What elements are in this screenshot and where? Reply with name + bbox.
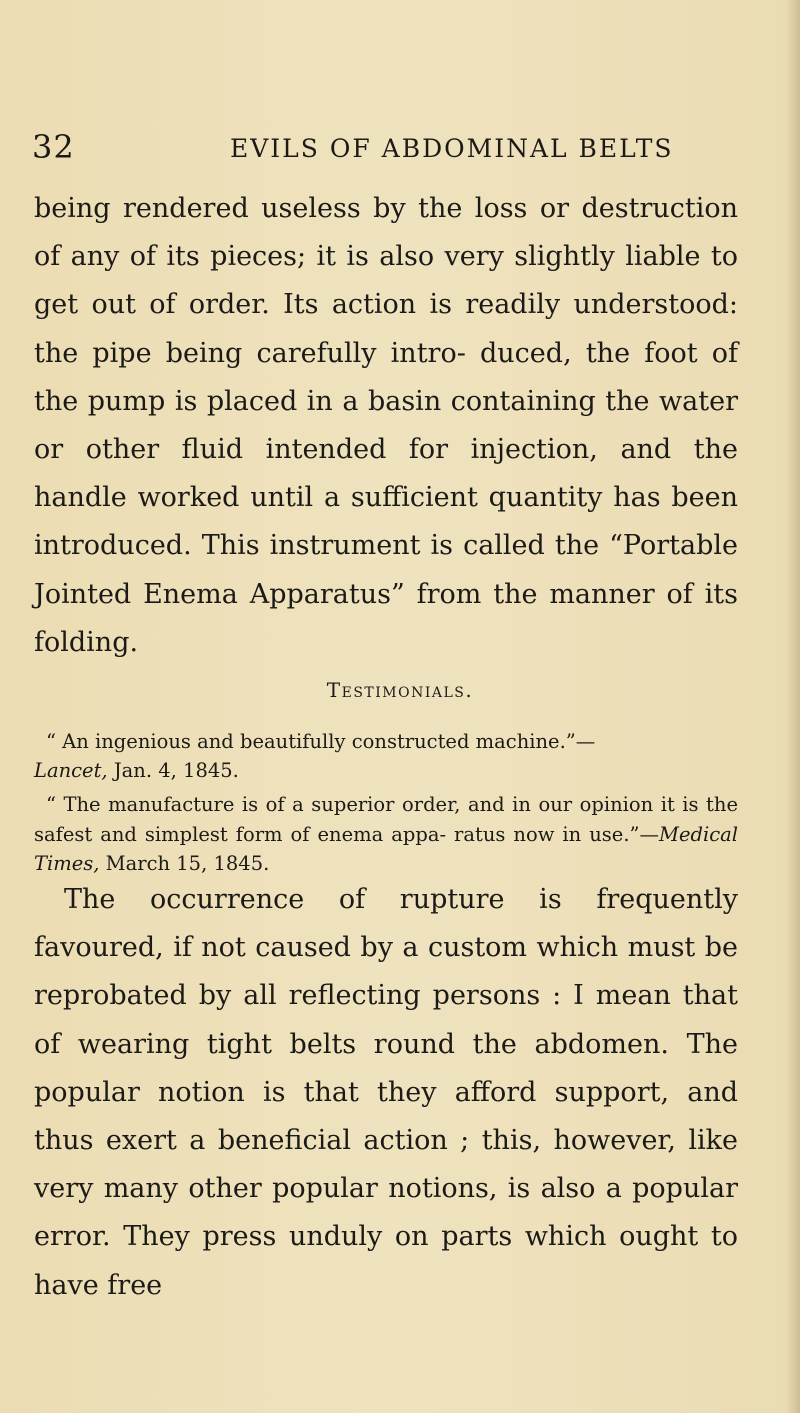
testimonial-medical-times	[34, 790, 738, 879]
testimonial-lancet	[34, 727, 738, 785]
testimonial-citation	[34, 756, 738, 785]
page-edge-shadow	[786, 0, 800, 1413]
testimonial-quote: “ The manufacture is of a superior order, and in our opinion it is the safest and simplest form of enema appa- ratus now in use.”—	[34, 793, 738, 846]
body-paragraph-2: The occurrence of rupture is frequently favoured, if not caused by a custom which must be reprobated by all reflecting persons : I mean that of wearing tight belts round the abdomen. The popular notion is that they afford support, and thus exert a beneficial action ; this, however, like very many other popular notions, is also a popular error. They press unduly on parts which ought to have free	[34, 884, 738, 1301]
page-number: 32	[32, 128, 75, 166]
running-head: EVILS OF ABDOMINAL BELTS	[230, 134, 674, 163]
page-header	[32, 128, 742, 172]
testimonial-quote: “ An ingenious and beautifully constructed machine.”—	[46, 730, 596, 753]
testimonials-heading: Testimonials.	[326, 678, 474, 702]
citation-date: Jan. 4, 1845.	[107, 759, 239, 782]
citation-source: Lancet,	[34, 759, 108, 782]
citation-date: March 15, 1845.	[99, 852, 270, 875]
citation-source: Medical Times,	[34, 822, 738, 875]
body-paragraph-1: being rendered useless by the loss or destruction of any of its pieces; it is also very slightly liable to get out of order. Its action is readily understood: the pipe being carefully intro- duced, the foot of the pump is placed in a basin containing the water or other fluid intended for injection, and the handle worked until a sufficient quantity has been introduced. This instrument is called the “Portable Jointed Enema Apparatus” from the manner of its folding.	[34, 193, 738, 658]
